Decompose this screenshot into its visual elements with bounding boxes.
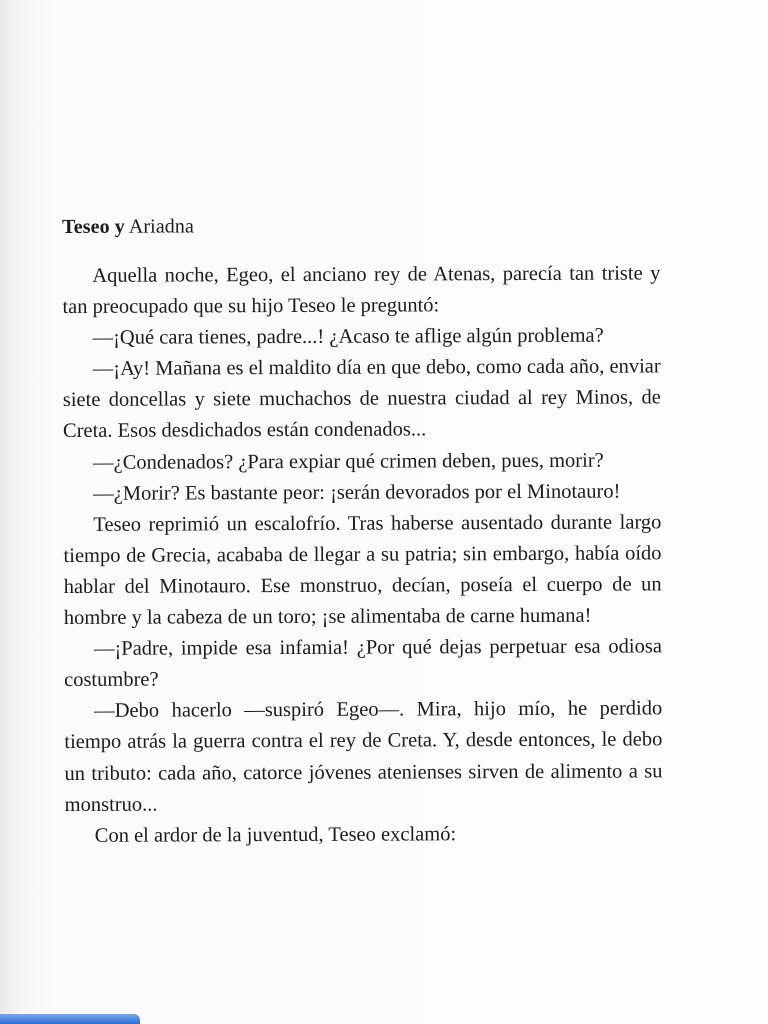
blue-bottom-edge xyxy=(0,1014,140,1024)
page-text-block xyxy=(62,201,663,851)
paragraph-2: —¡Qué cara tienes, padre...! ¿Acaso te aflige algún problema? xyxy=(92,324,604,350)
paragraph-9: Con el ardor de la juventud, Teseo exclamó: xyxy=(94,822,457,847)
paragraph-7: —¡Padre, impide esa infamia! ¿Por qué dejas perpetuar esa odiosa costumbre? xyxy=(64,635,662,692)
chapter-title xyxy=(62,210,660,241)
paragraph-6: Teseo reprimió un escalofrío. Tras haberse ausentado durante largo tiempo de Grecia, acababa de llegar a su patria; sin embargo, había oído hablar del Minotauro. Ese monstruo, decían, poseía el cuerpo de un hombre y la cabeza de un toro; ¡se alimentaba de carne humana! xyxy=(63,511,662,630)
paragraph-4: —¿Condenados? ¿Para expiar qué crimen deben, pues, morir? xyxy=(93,449,604,474)
paragraph-1: Aquella noche, Egeo, el anciano rey de Atenas, parecía tan triste y tan preocupado que su hijo Teseo le preguntó: xyxy=(62,262,661,319)
chapter-title-part1: Teseo y xyxy=(62,215,125,238)
paragraph-5: —¿Morir? Es bastante peor: ¡serán devorados por el Minotauro! xyxy=(93,480,621,505)
chapter-title-part2: Ariadna xyxy=(124,215,195,238)
paragraph-3: —¡Ay! Mañana es el maldito día en que debo, como cada año, enviar siete doncellas y siete muchachos de nuestra ciudad al rey Minos, de Creta. Esos desdichados están condenados... xyxy=(62,355,661,443)
paragraph-8: —Debo hacerlo —suspiró Egeo—. Mira, hijo mío, he perdido tiempo atrás la guerra contra el rey de Creta. Y, desde entonces, le debo un tributo: cada año, catorce jóvenes atenienses sirven de alimento a su monstruo... xyxy=(64,697,663,816)
